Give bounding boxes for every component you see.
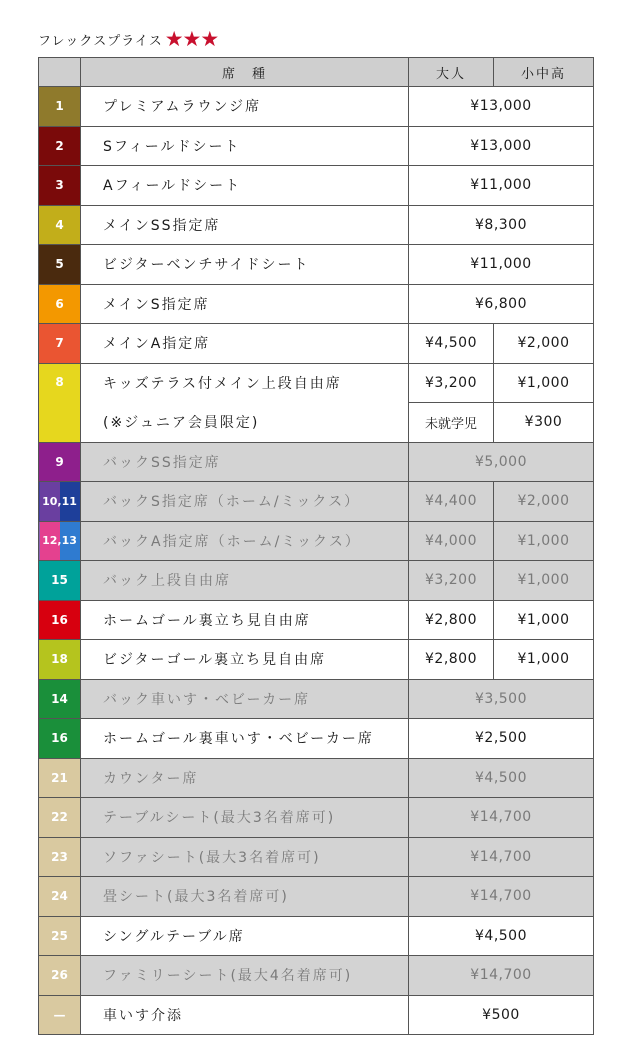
price-cell: ¥14,700 [409, 798, 594, 838]
child-price: ¥1,000 [494, 521, 594, 561]
table-row [39, 245, 594, 285]
seat-number-badge: 22 [39, 798, 81, 838]
adult-price: ¥2,800 [409, 640, 494, 680]
seat-name: ビジターゴール裏立ち見自由席 [81, 640, 409, 680]
seat-name: キッズテラス付メイン上段自由席 [81, 363, 409, 403]
seat-name: ホームゴール裏車いす・ベビーカー席 [81, 719, 409, 759]
table-row [39, 719, 594, 759]
table-row [39, 995, 594, 1035]
table-row [39, 205, 594, 245]
seat-number-badge: 26 [39, 956, 81, 996]
seat-number-badge: 7 [39, 324, 81, 364]
price-cell: ¥14,700 [409, 877, 594, 917]
child-price: ¥1,000 [494, 363, 594, 403]
seat-name: バックSS指定席 [81, 442, 409, 482]
preschool-price: ¥300 [494, 403, 594, 443]
seat-number-badge: 12,13 [39, 521, 81, 561]
price-cell: ¥13,000 [409, 126, 594, 166]
adult-price: ¥4,000 [409, 521, 494, 561]
preschool-label: 未就学児 [409, 403, 494, 443]
seat-number-badge: 21 [39, 758, 81, 798]
seat-number-badge: 10,11 [39, 482, 81, 522]
price-cell: ¥14,700 [409, 837, 594, 877]
header-title: フレックスプライス [38, 33, 163, 49]
seat-number-badge: 8 [39, 363, 81, 442]
seat-name: カウンター席 [81, 758, 409, 798]
table-row [39, 640, 594, 680]
table-row [39, 126, 594, 166]
child-price: ¥1,000 [494, 561, 594, 601]
seat-name: バックA指定席（ホーム/ミックス） [81, 521, 409, 561]
price-cell: ¥500 [409, 995, 594, 1035]
table-row [39, 916, 594, 956]
seat-name: バックS指定席（ホーム/ミックス） [81, 482, 409, 522]
seat-number-badge: 23 [39, 837, 81, 877]
table-row [39, 758, 594, 798]
seat-name: バック車いす・ベビーカー席 [81, 679, 409, 719]
seat-name: テーブルシート(最大3名着席可) [81, 798, 409, 838]
seat-number-badge: 4 [39, 205, 81, 245]
table-row [39, 363, 594, 403]
seat-number-badge: 16 [39, 600, 81, 640]
seat-number-badge: 14 [39, 679, 81, 719]
seat-name: ファミリーシート(最大4名着席可) [81, 956, 409, 996]
price-table-body [39, 87, 594, 1035]
seat-number-badge: 24 [39, 877, 81, 917]
seat-number-badge: 1 [39, 87, 81, 127]
table-row [39, 482, 594, 522]
seat-number-badge: 16 [39, 719, 81, 759]
adult-price: ¥3,200 [409, 561, 494, 601]
header-child: 小中高 [494, 58, 594, 87]
seat-number-badge: 18 [39, 640, 81, 680]
adult-price: ¥3,200 [409, 363, 494, 403]
seat-number-badge: 5 [39, 245, 81, 285]
seat-number-badge: 25 [39, 916, 81, 956]
table-row [39, 284, 594, 324]
table-row [39, 600, 594, 640]
seat-note: (※ジュニア会員限定) [81, 403, 409, 443]
price-cell: ¥4,500 [409, 758, 594, 798]
price-cell: ¥4,500 [409, 916, 594, 956]
seat-name: 車いす介添 [81, 995, 409, 1035]
seat-number-badge: 15 [39, 561, 81, 601]
table-row [39, 166, 594, 206]
table-row [39, 521, 594, 561]
seat-number-badge: 2 [39, 126, 81, 166]
seat-name: 畳シート(最大3名着席可) [81, 877, 409, 917]
table-row [39, 956, 594, 996]
price-cell: ¥5,000 [409, 442, 594, 482]
price-cell: ¥14,700 [409, 956, 594, 996]
header-adult: 大人 [409, 58, 494, 87]
price-cell: ¥11,000 [409, 166, 594, 206]
price-cell: ¥3,500 [409, 679, 594, 719]
seat-name: ホームゴール裏立ち見自由席 [81, 600, 409, 640]
table-row [39, 403, 594, 443]
seat-name: メインS指定席 [81, 284, 409, 324]
price-cell: ¥11,000 [409, 245, 594, 285]
price-table [38, 57, 594, 1035]
seat-name: ソファシート(最大3名着席可) [81, 837, 409, 877]
child-price: ¥1,000 [494, 640, 594, 680]
child-price: ¥2,000 [494, 482, 594, 522]
seat-number-badge: — [39, 995, 81, 1035]
price-cell: ¥13,000 [409, 87, 594, 127]
table-row [39, 442, 594, 482]
seat-number-badge: 6 [39, 284, 81, 324]
adult-price: ¥2,800 [409, 600, 494, 640]
price-header [38, 26, 218, 52]
price-cell: ¥2,500 [409, 719, 594, 759]
header-seat-type: 席 種 [81, 58, 409, 87]
seat-name: ビジターベンチサイドシート [81, 245, 409, 285]
table-header-row [39, 58, 594, 87]
adult-price: ¥4,400 [409, 482, 494, 522]
price-cell: ¥6,800 [409, 284, 594, 324]
seat-name: Aフィールドシート [81, 166, 409, 206]
seat-name: シングルテーブル席 [81, 916, 409, 956]
child-price: ¥2,000 [494, 324, 594, 364]
seat-number-badge: 3 [39, 166, 81, 206]
table-row [39, 837, 594, 877]
seat-number-badge: 9 [39, 442, 81, 482]
rating-stars-icon: ★★★ [164, 27, 219, 51]
table-row [39, 561, 594, 601]
table-row [39, 877, 594, 917]
seat-name: メインA指定席 [81, 324, 409, 364]
table-row [39, 87, 594, 127]
header-num-cell [39, 58, 81, 87]
adult-price: ¥4,500 [409, 324, 494, 364]
seat-name: メインSS指定席 [81, 205, 409, 245]
table-row [39, 798, 594, 838]
seat-name: Sフィールドシート [81, 126, 409, 166]
table-row [39, 679, 594, 719]
child-price: ¥1,000 [494, 600, 594, 640]
seat-name: プレミアムラウンジ席 [81, 87, 409, 127]
seat-name: バック上段自由席 [81, 561, 409, 601]
table-row [39, 324, 594, 364]
price-cell: ¥8,300 [409, 205, 594, 245]
